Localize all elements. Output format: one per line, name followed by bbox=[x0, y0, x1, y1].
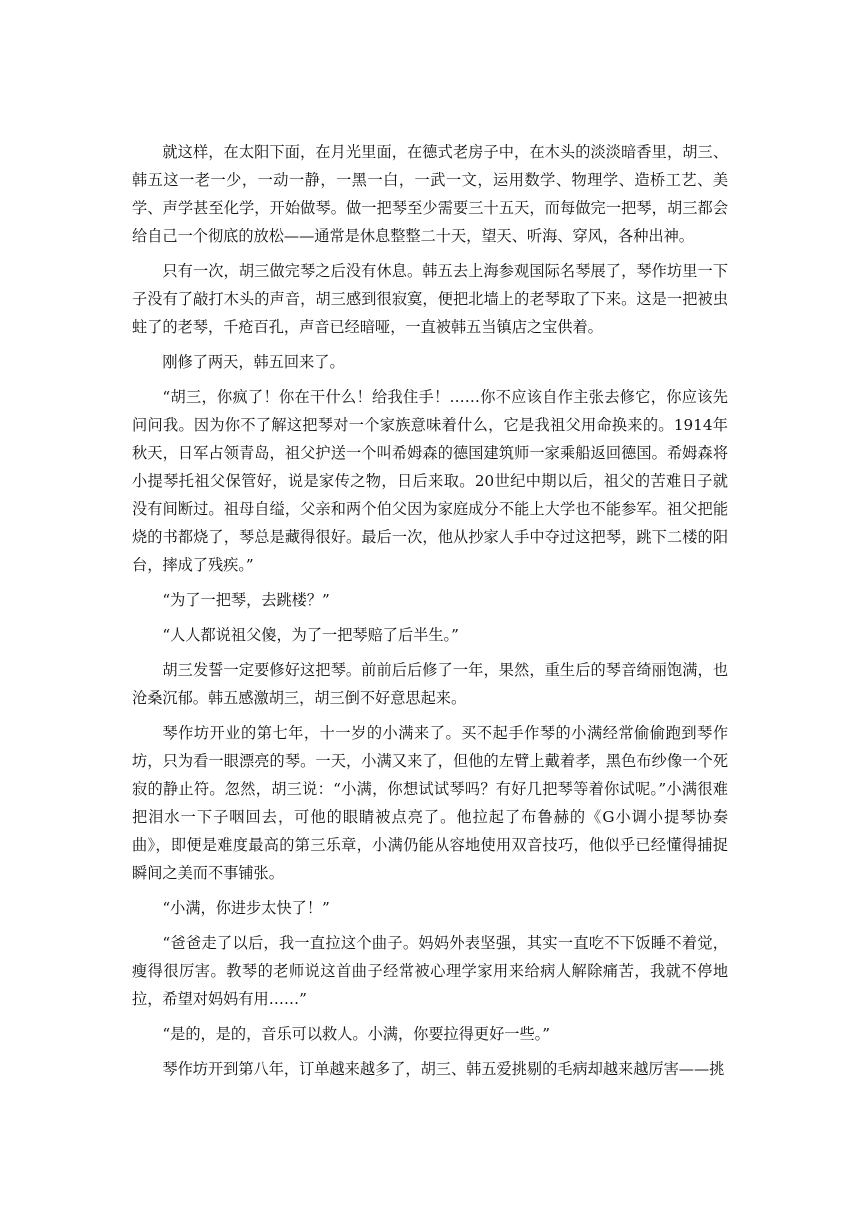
paragraph-5: “为了一把琴，去跳楼？” bbox=[162, 591, 330, 609]
story-text bbox=[132, 138, 728, 1083]
paragraph-3: 刚修了两天，韩五回来了。 bbox=[162, 353, 345, 371]
paragraph-7: 胡三发誓一定要修好这把琴。前前后后修了一年，果然，重生后的琴音绮丽饱满，也沧桑沉郁。韩五感激胡三，胡三倒不好意思起来。 bbox=[132, 661, 728, 707]
paragraph-4: “胡三，你疯了！你在干什么！给我住手！……你不应该自作主张去修它，你应该先问问我。因为你不了解这把琴对一个家族意味着什么，它是我祖父用命换来的。1914年秋天，日军占领青岛，祖父护送一个叫希姆森的德国建筑师一家乘船返回德国。希姆森将小提琴托祖父保管好，说是家传之物，日后来取。20世纪中期以后，祖父的苦难日子就没有间断过。祖母自缢，父亲和两个伯父因为家庭成分不能上大学也不能参军。祖父把能烧的书都烧了，琴总是藏得很好。最后一次，他从抄家人手中夺过这把琴，跳下二楼的阳台，摔成了残疾。” bbox=[132, 388, 728, 574]
paragraph-1: 就这样，在太阳下面，在月光里面，在德式老房子中，在木头的淡淡暗香里，胡三、韩五这一老一少，一动一静，一黑一白，一武一文，运用数学、物理学、造桥工艺、美学、声学甚至化学，开始做琴。做一把琴至少需要三十五天，而每做完一把琴，胡三都会给自己一个彻底的放松——通常是休息整整二十天，望天、听海、穿风，各种出神。 bbox=[132, 143, 728, 245]
paragraph-10: “爸爸走了以后，我一直拉这个曲子。妈妈外表坚强，其实一直吃不下饭睡不着觉，瘦得很厉害。教琴的老师说这首曲子经常被心理学家用来给病人解除痛苦，我就不停地拉，希望对妈妈有用……” bbox=[132, 934, 728, 1008]
paragraph-9: “小满，你进步太快了！” bbox=[162, 899, 330, 917]
paragraph-12: 琴作坊开到第八年，订单越来越多了，胡三、韩五爱挑剔的毛病却越来越厉害——挑 bbox=[162, 1060, 725, 1078]
paragraph-6: “人人都说祖父傻，为了一把琴赔了后半生。” bbox=[162, 626, 459, 644]
paragraph-2: 只有一次，胡三做完琴之后没有休息。韩五去上海参观国际名琴展了，琴作坊里一下子没有了敲打木头的声音，胡三感到很寂寞，便把北墙上的老琴取了下来。这是一把被虫蛀了的老琴，千疮百孔，声音已经暗哑，一直被韩五当镇店之宝供着。 bbox=[132, 262, 728, 336]
paragraph-8: 琴作坊开业的第七年，十一岁的小满来了。买不起手作琴的小满经常偷偷跑到琴作坊，只为看一眼漂亮的琴。一天，小满又来了，但他的左臂上戴着孝，黑色布纱像一个死寂的静止符。忽然，胡三说：“小满，你想试试琴吗？有好几把琴等着你试呢。”小满很难把泪水一下子咽回去，可他的眼睛被点亮了。他拉起了布鲁赫的《G小调小提琴协奏曲》，即便是难度最高的第三乐章，小满仍能从容地使用双音技巧，他似乎已经懂得捕捉瞬间之美而不事铺张。 bbox=[132, 724, 728, 882]
paragraph-11: “是的，是的，音乐可以救人。小满，你要拉得更好一些。” bbox=[162, 1025, 551, 1043]
